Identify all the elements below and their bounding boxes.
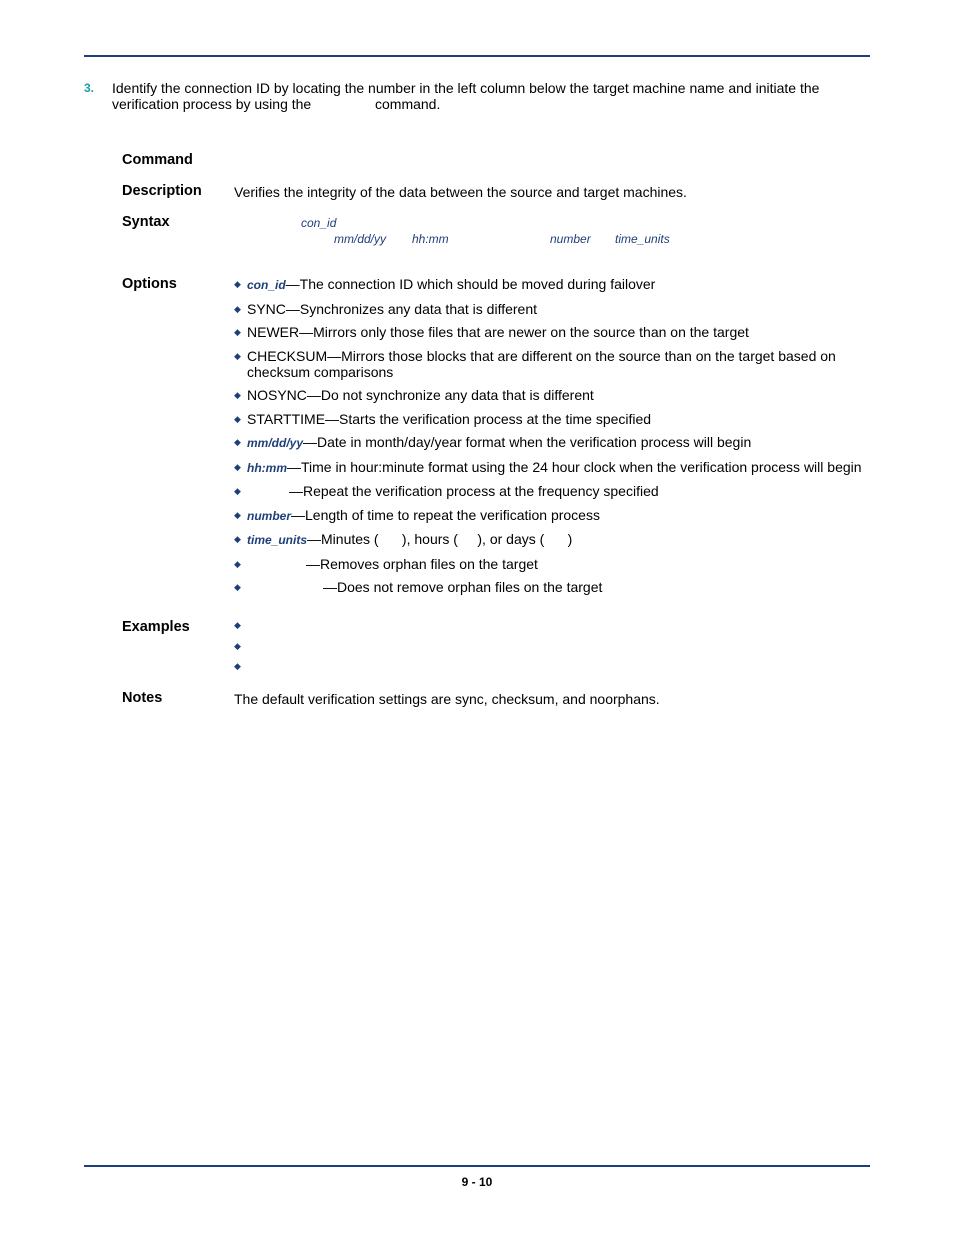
option-text: —Does not remove orphan files on the target xyxy=(323,579,603,595)
step-text-before: Identify the connection ID by locating the number in the left column below the target machine name and initiate the verification process by using the xyxy=(112,80,820,112)
option-text: CHECKSUM—Mirrors those blocks that are different on the source than on the target based on checksum comparisons xyxy=(247,347,836,380)
page-number: 9 - 10 xyxy=(461,1175,493,1189)
notes-text: The default verification settings are sync, checksum, and noorphans. xyxy=(234,691,660,707)
option-text: SYNC—Synchronizes any data that is different xyxy=(247,300,538,317)
option-term: hh:mm xyxy=(247,460,287,475)
example-item xyxy=(234,620,241,641)
bullet-diamond-icon: ◆ xyxy=(234,390,241,400)
bullet-diamond-icon: ◆ xyxy=(234,509,241,520)
examples-label: Examples xyxy=(122,619,190,635)
option-con-id xyxy=(234,276,864,293)
bullet-diamond-icon: ◆ xyxy=(234,303,241,314)
option-interval xyxy=(234,483,864,499)
option-text: —Date in month/day/year format when the verification process will begin xyxy=(303,434,752,450)
example-item xyxy=(234,641,241,662)
syntax-con-id: con_id xyxy=(301,216,337,230)
option-text: —The connection ID which should be moved during failover xyxy=(285,276,656,292)
bullet-diamond-icon: ◆ xyxy=(234,620,241,630)
bullet-diamond-icon: ◆ xyxy=(234,461,241,472)
bullet-diamond-icon: ◆ xyxy=(234,350,241,361)
option-term: time_units xyxy=(247,533,308,547)
syntax-label: Syntax xyxy=(122,214,170,230)
command-label: Command xyxy=(122,152,193,168)
step-text xyxy=(112,80,857,112)
option-text: NOSYNC—Do not synchronize any data that is different xyxy=(247,387,594,403)
option-starttime xyxy=(234,411,864,427)
header-rule xyxy=(84,55,870,57)
description-label: Description xyxy=(122,183,202,199)
option-noorphans xyxy=(234,579,864,595)
bullet-diamond-icon: ◆ xyxy=(234,413,241,424)
option-text: —Removes orphan files on the target xyxy=(306,555,538,572)
option-text: NEWER—Mirrors only those files that are newer on the source than on the target xyxy=(247,324,749,340)
option-term: mm/dd/yy xyxy=(247,436,304,450)
bullet-diamond-icon: ◆ xyxy=(234,327,241,337)
footer-rule xyxy=(84,1165,870,1167)
bullet-diamond-icon: ◆ xyxy=(234,640,241,651)
option-number xyxy=(234,507,864,524)
bullet-diamond-icon: ◆ xyxy=(234,534,241,544)
option-term: number xyxy=(247,508,292,523)
syntax-number: number xyxy=(550,232,591,246)
bullet-diamond-icon: ◆ xyxy=(234,558,241,569)
syntax-time-units: time_units xyxy=(615,232,670,246)
syntax-date: mm/dd/yy xyxy=(334,232,387,246)
syntax-time: hh:mm xyxy=(412,232,449,246)
option-orphans xyxy=(234,556,864,572)
example-item xyxy=(234,661,241,682)
bullet-diamond-icon: ◆ xyxy=(234,486,241,496)
option-text: —Repeat the verification process at the frequency specified xyxy=(289,483,659,499)
option-time xyxy=(234,459,864,476)
option-time-units xyxy=(234,531,864,548)
description-text: Verifies the integrity of the data between the source and target machines. xyxy=(234,184,687,200)
bullet-diamond-icon: ◆ xyxy=(234,661,241,671)
option-nosync xyxy=(234,387,864,403)
option-newer xyxy=(234,324,864,340)
option-date xyxy=(234,434,864,451)
notes-label: Notes xyxy=(122,690,163,706)
option-text: —Time in hour:minute format using the 24 hour clock when the verification process will begin xyxy=(287,458,862,475)
options-list xyxy=(234,276,864,603)
bullet-diamond-icon: ◆ xyxy=(234,279,241,289)
option-sync xyxy=(234,301,864,317)
option-text: STARTTIME—Starts the verification process at the time specified xyxy=(247,410,652,427)
step-text-after: command. xyxy=(375,96,441,112)
bullet-diamond-icon: ◆ xyxy=(234,437,241,447)
option-term: con_id xyxy=(247,278,286,292)
option-text: —Minutes ( ), hours ( ), or days ( ) xyxy=(307,531,573,547)
bullet-diamond-icon: ◆ xyxy=(234,582,241,592)
examples-list xyxy=(234,620,241,682)
option-text: —Length of time to repeat the verification process xyxy=(291,506,600,523)
step-number: 3. xyxy=(84,81,95,95)
options-label: Options xyxy=(122,276,177,292)
option-checksum xyxy=(234,348,864,380)
